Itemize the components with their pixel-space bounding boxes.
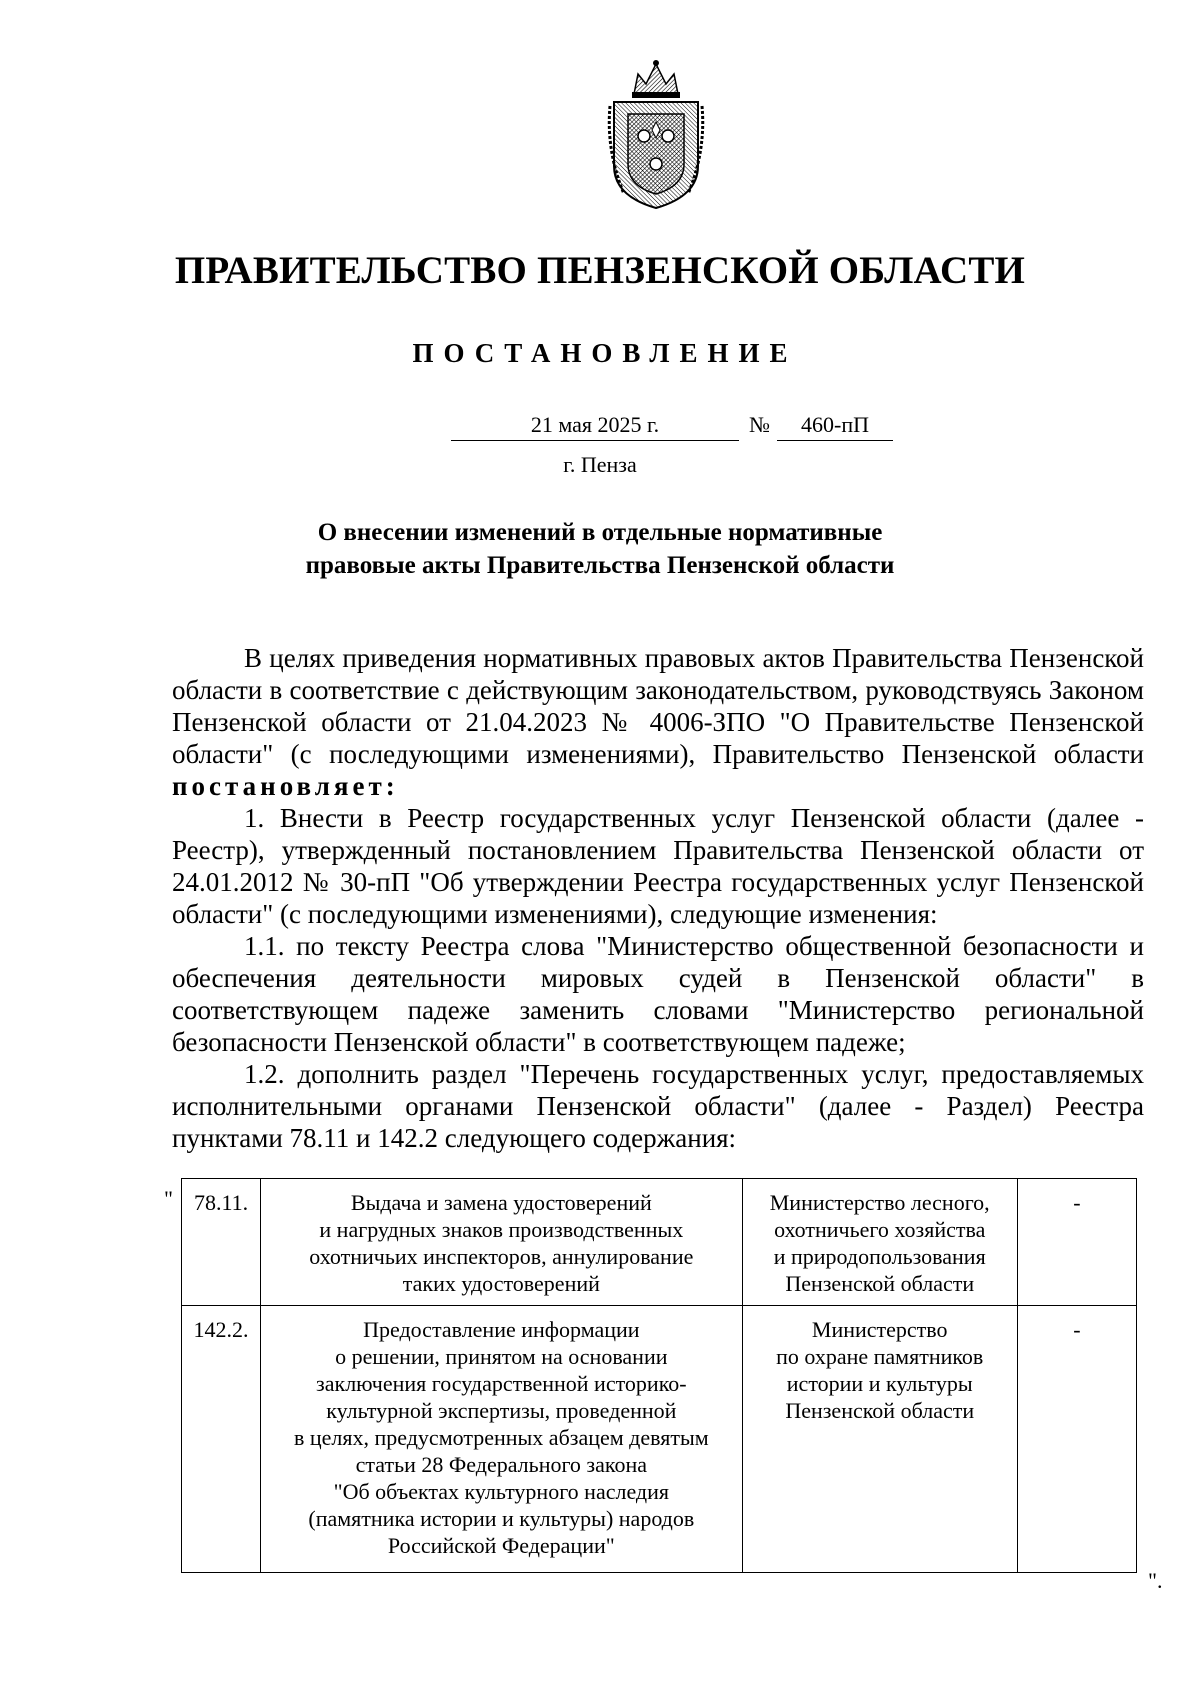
body-paragraph-3: 1.1. по тексту Реестра слова "Министерство общественной безопасности и обеспечения деятельности мировых судей в Пензенской области" в соответствующем падеже заменить словами "Министерство региональной безопасности Пензенской области" в соответствующем падеже; [172, 931, 1144, 1057]
body-paragraph-1 [172, 642, 1144, 802]
document-date: 21 мая 2025 г. [451, 412, 739, 441]
authority-name: Министерство по охране памятников истории и культуры Пензенской области [742, 1306, 1017, 1573]
table-close-quote: ". [1148, 1568, 1163, 1593]
item-note: - [1017, 1179, 1136, 1306]
item-number: 78.11. [182, 1179, 261, 1306]
document-number: 460-пП [777, 412, 893, 441]
preamble-text: В целях приведения нормативных правовых актов Правительства Пензенской области в соответствие с действующим законодательством, руководствуясь Законом Пензенской области от 21.04.2023 № 4006-ЗПО "О Правительстве Пензенской области" (с последующими изменениями), Правительство Пензенской области [172, 643, 1144, 769]
document-type: ПОСТАНОВЛЕНИЕ [412, 338, 798, 368]
government-title: ПРАВИТЕЛЬСТВО ПЕНЗЕНСКОЙ ОБЛАСТИ [174, 249, 1026, 292]
subject-line-2: правовые акты Правительства Пензенской области [305, 552, 895, 579]
document-subject [0, 516, 1200, 582]
item-note: - [1017, 1306, 1136, 1573]
body-paragraph-4: 1.2. дополнить раздел "Перечень государственных услуг, предоставляемых исполнительными органами Пензенской области" (далее - Раздел) Реестра пунктами 78.11 и 142.2 следующего содержания: [172, 1059, 1144, 1153]
document-body [172, 642, 1144, 1154]
authority-name: Министерство лесного, охотничьего хозяйства и природопользования Пензенской области [742, 1179, 1017, 1306]
table-open-quote: " [164, 1186, 173, 1211]
table-row [182, 1306, 1137, 1573]
service-name: Предоставление информации о решении, принятом на основании заключения государственной историко- культурной экспертизы, проведенной в целях, предусмотренных абзацем девятым статьи 28 Федерального закона "Об объектах культурного наследия (памятника истории и культуры) народов Российской Федерации" [261, 1306, 743, 1573]
table-row [182, 1179, 1137, 1306]
item-number: 142.2. [182, 1306, 261, 1573]
subject-line-1: О внесении изменений в отдельные нормативные [317, 519, 883, 546]
resolves-emphasis: постановляет: [172, 771, 399, 801]
document-city: г. Пенза [563, 452, 637, 477]
body-paragraph-2: 1. Внести в Реестр государственных услуг Пензенской области (далее - Реестр), утвержденный постановлением Правительства Пензенской области от 24.01.2012 № 30-пП "Об утверждении Реестра государственных услуг Пензенской области" (с последующими изменениями), следующие изменения: [172, 803, 1144, 929]
penza-coat-of-arms-icon [604, 56, 708, 212]
service-name: Выдача и замена удостоверений и нагрудных знаков производственных охотничьих инспекторов, аннулирование таких удостоверений [261, 1179, 743, 1306]
number-sign: № [749, 412, 770, 437]
services-table [181, 1178, 1137, 1573]
